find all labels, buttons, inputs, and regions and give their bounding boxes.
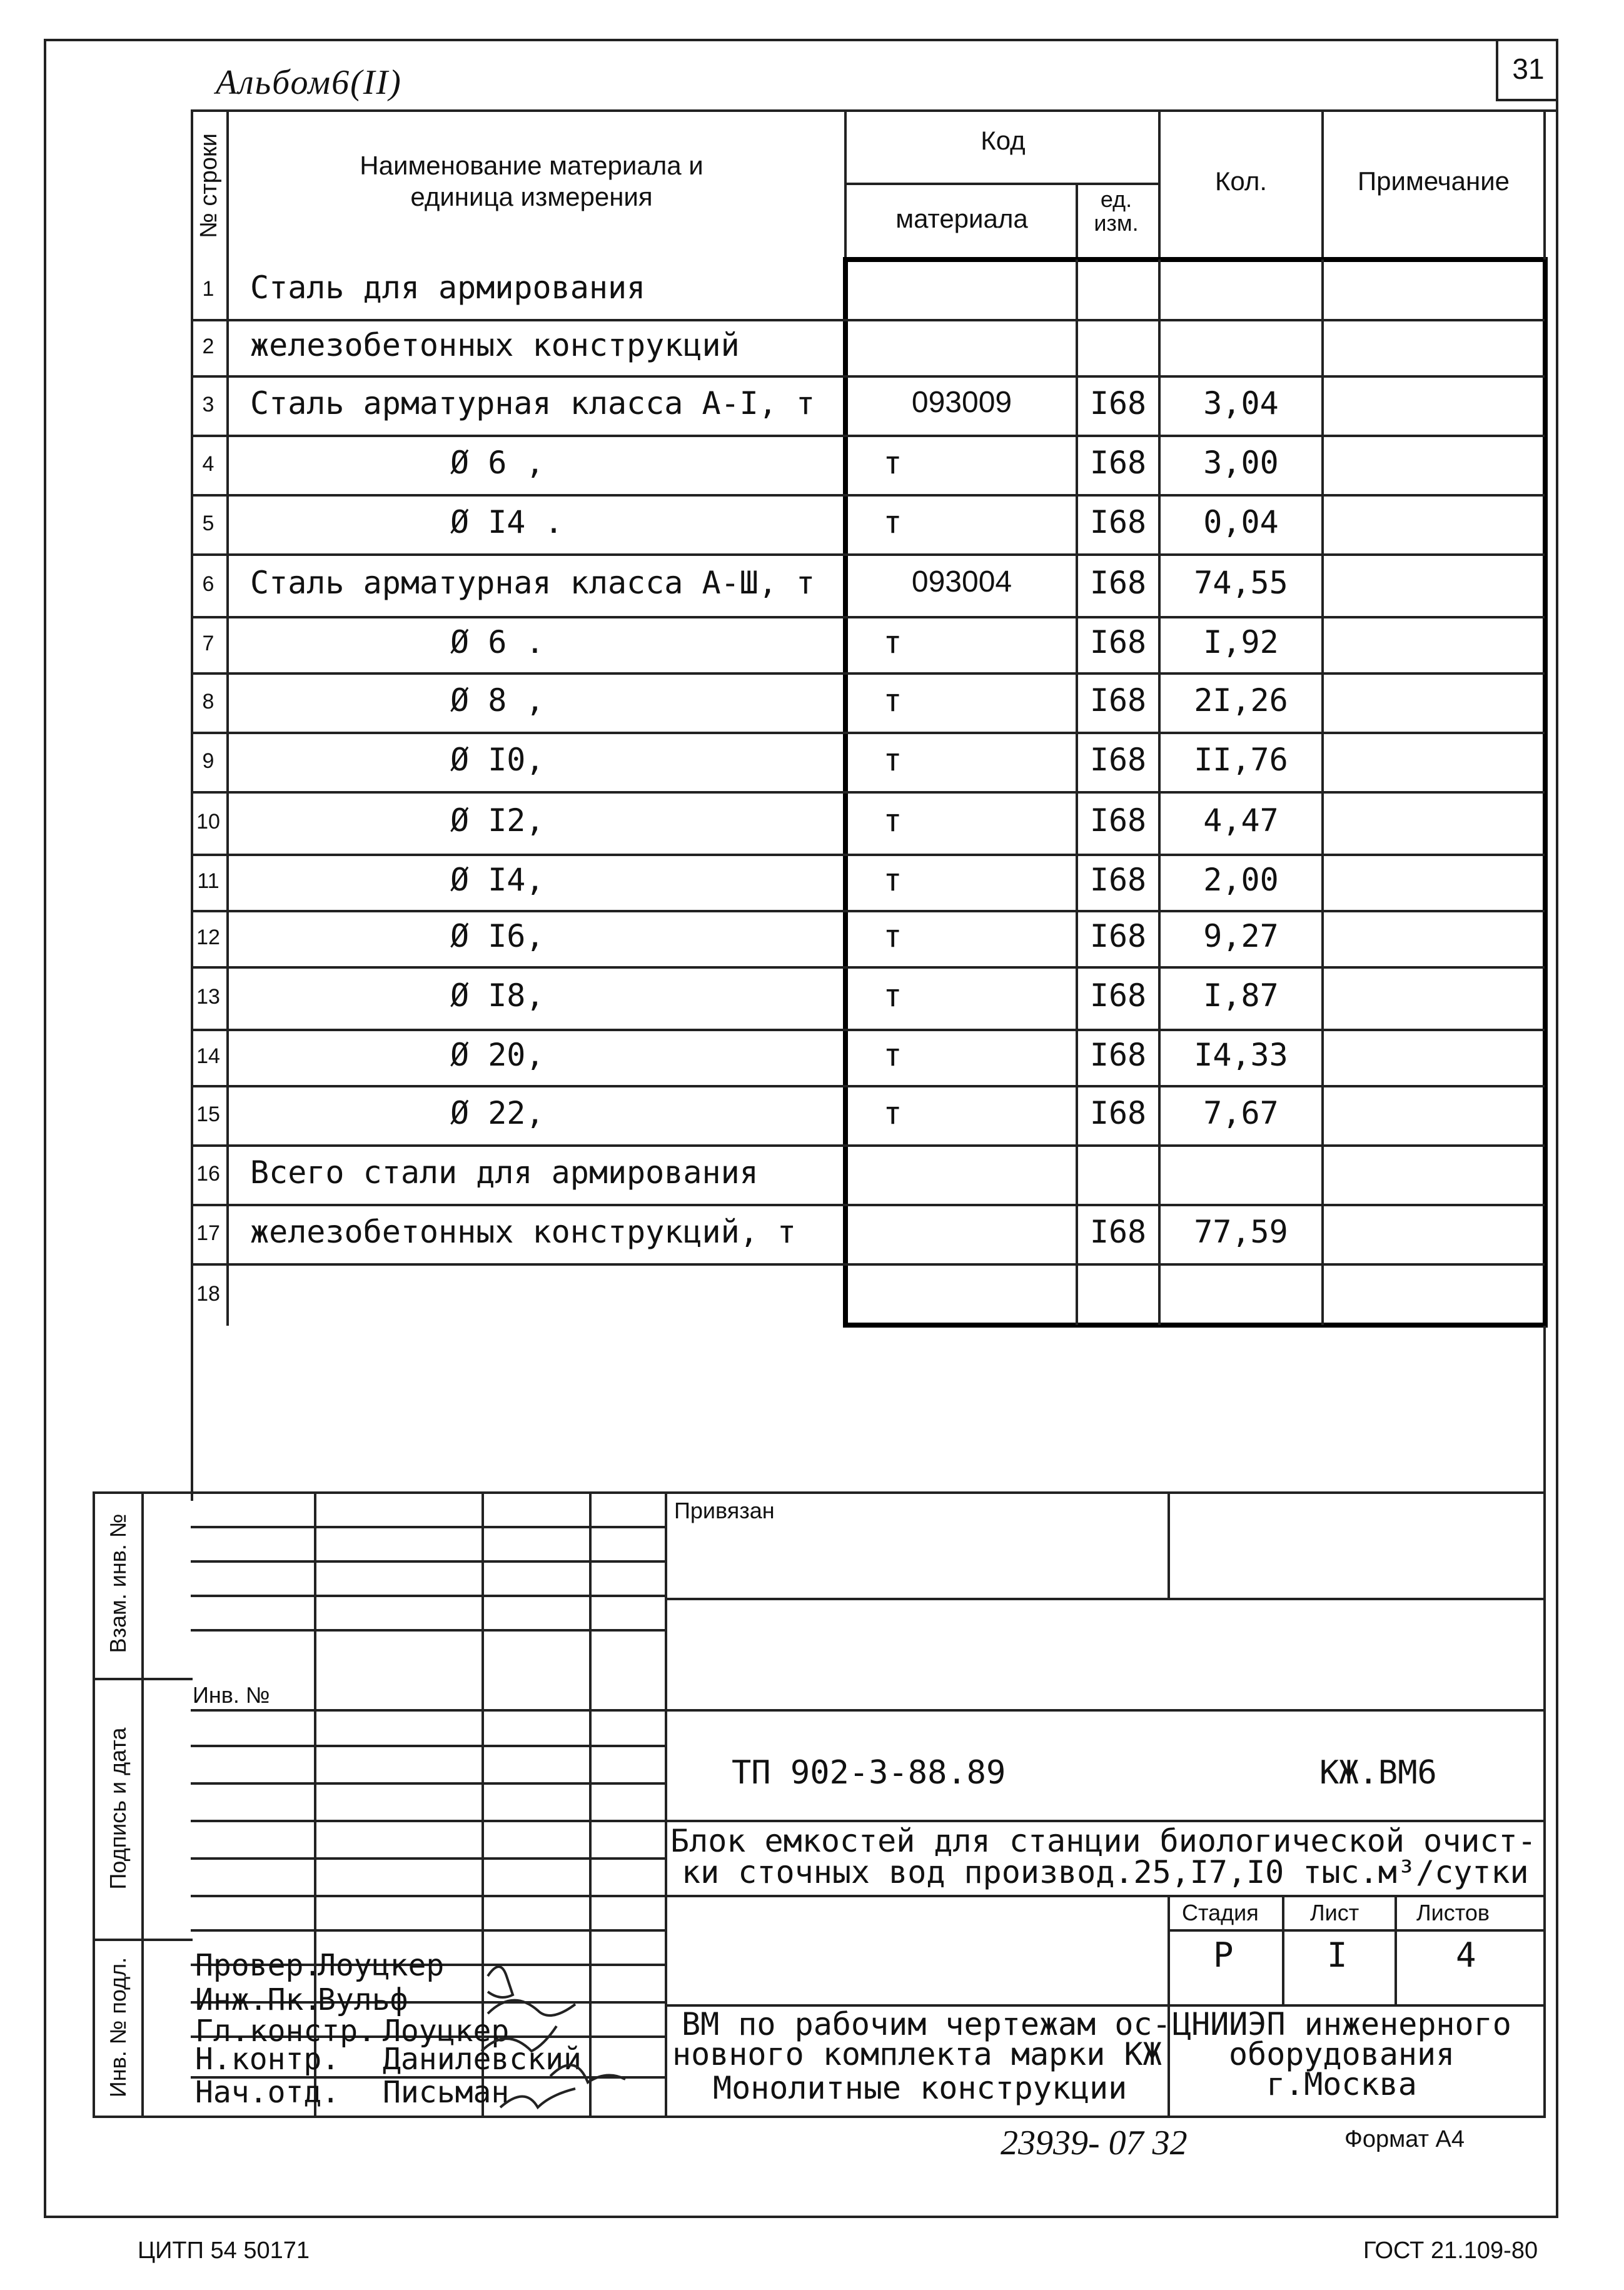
organization-line-2: оборудования	[1229, 2036, 1455, 2072]
label-replacement-inv: Взам. инв. №	[105, 1513, 131, 1653]
stage-value: Р	[1213, 1935, 1234, 1975]
quantity: I,87	[1203, 977, 1279, 1014]
row-number: 3	[202, 392, 214, 416]
unit-code: I68	[1089, 802, 1147, 839]
row-number: 18	[196, 1281, 220, 1306]
label-signature-date: Подпись и дата	[105, 1727, 131, 1890]
linked-label: Привязан	[674, 1498, 775, 1523]
row-number: 4	[202, 451, 214, 476]
quantity: 9,27	[1203, 918, 1279, 954]
sheet-label: Лист	[1310, 1900, 1359, 1925]
row-number: 11	[197, 869, 219, 893]
material-name: железобетонных конструкций	[250, 327, 740, 363]
quantity: 7,67	[1203, 1094, 1279, 1131]
quantity: 2,00	[1203, 862, 1279, 898]
footer-right: ГОСТ 21.109-80	[1363, 2237, 1538, 2264]
title-line-1: Блок емкостей для станции биологической очист-	[670, 1823, 1536, 1859]
document-mark: КЖ.ВМ6	[1319, 1754, 1437, 1792]
unit-code: I68	[1089, 918, 1147, 954]
header-note: Примечание	[1357, 166, 1510, 196]
quantity: 3,00	[1203, 444, 1279, 481]
material-name: Ø 6 . т	[450, 624, 902, 660]
row-number: 13	[196, 985, 220, 1009]
header-code-material: материала	[895, 204, 1028, 233]
row-number: 12	[196, 926, 220, 949]
sheets-value: 4	[1456, 1935, 1476, 1975]
signatory-name: Письман	[383, 2075, 510, 2110]
signatory-role: Н.контр.	[195, 2042, 340, 2077]
row-number: 2	[202, 335, 214, 358]
quantity: 74,55	[1194, 565, 1288, 601]
material-name: Ø 6 , т	[450, 444, 902, 481]
album-label: Альбом6(II)	[216, 63, 402, 102]
material-name: Всего стали для армирования	[250, 1154, 759, 1191]
unit-code: I68	[1089, 624, 1147, 660]
quantity: II,76	[1194, 741, 1288, 778]
unit-code: I68	[1089, 1037, 1147, 1073]
material-name: Сталь арматурная класса А-Ш, т	[250, 565, 815, 601]
unit-code: I68	[1089, 741, 1147, 778]
unit-code: I68	[1089, 1094, 1147, 1131]
quantity: 2I,26	[1194, 682, 1288, 719]
signatory-role: Нач.отд.	[195, 2075, 340, 2110]
title-line-2: ки сточных вод производ.25,I7,I0 тыс.м³/сутки	[682, 1854, 1529, 1890]
stage-label: Стадия	[1182, 1900, 1259, 1925]
quantity: 3,04	[1203, 385, 1279, 421]
header-code: Код	[981, 126, 1026, 155]
unit-code: I68	[1089, 565, 1147, 601]
material-name: Ø 20, т	[450, 1037, 902, 1073]
material-name: Ø I2, т	[450, 802, 902, 839]
material-name: железобетонных конструкций, т	[250, 1213, 796, 1250]
header-code-unit: ед. изм.	[1094, 186, 1139, 236]
unit-code: I68	[1089, 503, 1147, 540]
unit-code: I68	[1089, 444, 1147, 481]
material-name: Ø 22, т	[450, 1094, 902, 1131]
quantity: 4,47	[1203, 802, 1279, 839]
material-name: Сталь арматурная класса А-I, т	[250, 385, 815, 421]
material-name: Ø I8, т	[450, 977, 902, 1014]
sheets-label: Листов	[1416, 1900, 1490, 1925]
unit-code: I68	[1089, 862, 1147, 898]
material-name: Ø I4 . т	[450, 503, 902, 540]
row-number: 15	[196, 1102, 220, 1126]
material-name: Ø I6, т	[450, 918, 902, 954]
quantity: 0,04	[1203, 503, 1279, 540]
sheet-number: 31	[1496, 39, 1558, 101]
material-name: Ø I0, т	[450, 741, 902, 778]
header-quantity: Кол.	[1214, 166, 1268, 196]
unit-code: I68	[1089, 977, 1147, 1014]
material-name: Ø 8 , т	[450, 682, 902, 719]
quantity: I4,33	[1194, 1037, 1288, 1073]
unit-code: I68	[1089, 1213, 1147, 1250]
footer-left: ЦИТП 54 50171	[138, 2237, 310, 2264]
header-row-number: № строки	[196, 133, 222, 238]
sheet-value: I	[1327, 1935, 1348, 1975]
description-line-2: новного комплекта марки КЖ	[672, 2036, 1162, 2072]
row-number: 10	[196, 810, 220, 834]
organization-line-1: ЦНИИЭП инженерного	[1173, 2006, 1511, 2042]
row-number: 5	[202, 511, 214, 535]
signatory-name: Лоуцкер	[383, 2014, 510, 2049]
label-inv-orig: Инв. № подл.	[105, 1957, 131, 2098]
organization-line-3: г.Москва	[1266, 2066, 1417, 2102]
unit-code: I68	[1089, 682, 1147, 719]
material-code: 093009	[911, 385, 1012, 419]
row-number: 6	[202, 572, 214, 596]
material-name: Ø I4, т	[450, 862, 902, 898]
material-name: Сталь для армирования	[250, 269, 646, 306]
material-code: 093004	[911, 565, 1012, 598]
row-number: 8	[202, 689, 214, 714]
format-label: Формат А4	[1344, 2126, 1465, 2152]
row-number: 7	[202, 632, 214, 655]
quantity: I,92	[1203, 624, 1279, 660]
quantity: 77,59	[1194, 1213, 1288, 1250]
signatory-name: Лоуцкер	[318, 1948, 445, 1983]
header-name: Наименование материала и единица измерения	[360, 151, 704, 212]
row-number: 17	[196, 1221, 220, 1245]
description-line-3: Монолитные конструкции	[713, 2070, 1127, 2106]
signatory-name: Данилевский	[383, 2042, 582, 2077]
signatory-name: Вульф	[318, 1982, 408, 2017]
signatory-role: Провер.	[195, 1948, 322, 1983]
row-number: 9	[202, 749, 214, 773]
description-line-1: ВМ по рабочим чертежам ос-	[682, 2006, 1171, 2042]
signatory-role: Инж.Пк.	[195, 1982, 322, 2017]
handwritten-number: 23939- 07 32	[1001, 2124, 1188, 2162]
row-number: 1	[202, 276, 214, 301]
signature-marks	[475, 1951, 682, 2120]
unit-code: I68	[1089, 385, 1147, 421]
signatory-role: Гл.констр.	[195, 2014, 376, 2049]
document-code: ТП 902-3-88.89	[732, 1754, 1006, 1792]
row-number: 16	[196, 1161, 220, 1186]
inv-number-label: Инв. №	[193, 1682, 270, 1708]
row-number: 14	[196, 1044, 220, 1068]
